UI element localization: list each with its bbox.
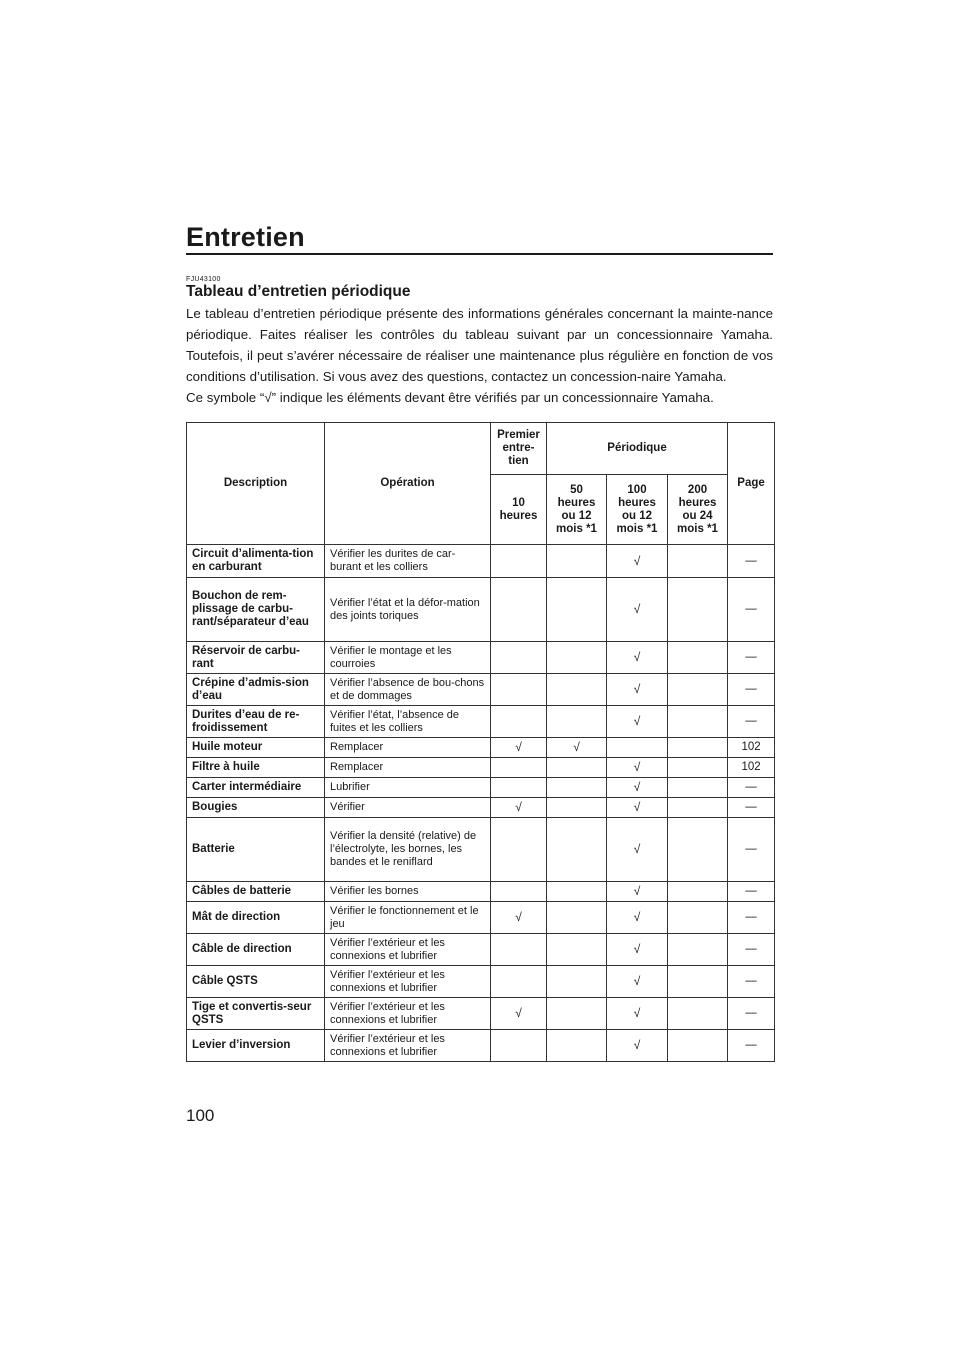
row-check-100h: √ <box>607 674 668 706</box>
header-periodic: Périodique <box>547 423 728 475</box>
table-row <box>187 578 775 642</box>
header-10h: 10 heures <box>491 475 547 545</box>
row-check-10h <box>491 545 547 578</box>
row-check-100h: √ <box>607 798 668 818</box>
row-description: Câble QSTS <box>187 966 325 998</box>
table-row <box>187 706 775 738</box>
row-page-ref: 102 <box>728 758 775 778</box>
row-description: Circuit d’alimenta-tion en carburant <box>187 545 325 578</box>
row-operation: Lubrifier <box>325 778 491 798</box>
row-page-ref: — <box>728 706 775 738</box>
row-operation: Vérifier l’extérieur et les connexions et lubrifier <box>325 1030 491 1062</box>
row-description: Mât de direction <box>187 902 325 934</box>
row-check-200h <box>668 642 728 674</box>
row-operation: Vérifier l’absence de bou-chons et de dommages <box>325 674 491 706</box>
table-row <box>187 778 775 798</box>
row-check-200h <box>668 778 728 798</box>
row-operation: Vérifier l’extérieur et les connexions et lubrifier <box>325 934 491 966</box>
row-description: Batterie <box>187 818 325 882</box>
intro-text <box>186 303 773 408</box>
row-operation: Vérifier la densité (relative) de l’électrolyte, les bornes, les bandes et le reniflard <box>325 818 491 882</box>
row-check-50h <box>547 966 607 998</box>
row-description: Huile moteur <box>187 738 325 758</box>
table-row <box>187 758 775 778</box>
table-body <box>187 545 775 1062</box>
row-check-50h <box>547 545 607 578</box>
row-check-10h <box>491 818 547 882</box>
row-check-100h: √ <box>607 706 668 738</box>
table-row <box>187 882 775 902</box>
row-check-100h: √ <box>607 966 668 998</box>
row-check-200h <box>668 902 728 934</box>
row-description: Carter intermédiaire <box>187 778 325 798</box>
header-50h: 50 heures ou 12 mois *1 <box>547 475 607 545</box>
row-check-50h <box>547 1030 607 1062</box>
row-check-50h <box>547 902 607 934</box>
table-row <box>187 642 775 674</box>
row-check-50h <box>547 758 607 778</box>
row-page-ref: — <box>728 902 775 934</box>
row-check-200h <box>668 706 728 738</box>
row-check-50h <box>547 934 607 966</box>
row-check-10h <box>491 1030 547 1062</box>
row-description: Réservoir de carbu-rant <box>187 642 325 674</box>
row-check-10h: √ <box>491 798 547 818</box>
row-check-100h <box>607 738 668 758</box>
row-description: Filtre à huile <box>187 758 325 778</box>
row-check-100h: √ <box>607 642 668 674</box>
row-check-10h: √ <box>491 998 547 1030</box>
row-check-200h <box>668 818 728 882</box>
intro-paragraph: Le tableau d’entretien périodique présente des informations générales concernant la mainte-nance périodique. Faites réaliser les contrôles du tableau suivant par un concessionnaire Yamaha. Toutefois, il peut s’avérer nécessaire de réaliser une maintenance plus régulière en fonction de vos conditions d’utilisation. Si vous avez des questions, contactez un concession-naire Yamaha. <box>186 306 773 384</box>
row-check-100h: √ <box>607 545 668 578</box>
row-check-50h <box>547 798 607 818</box>
chapter-divider <box>186 253 773 255</box>
row-check-50h <box>547 882 607 902</box>
row-check-10h: √ <box>491 902 547 934</box>
row-check-200h <box>668 934 728 966</box>
row-description: Tige et convertis-seur QSTS <box>187 998 325 1030</box>
row-operation: Vérifier l’extérieur et les connexions et lubrifier <box>325 998 491 1030</box>
row-check-50h <box>547 674 607 706</box>
row-operation: Vérifier l’état, l’absence de fuites et les colliers <box>325 706 491 738</box>
row-page-ref: — <box>728 934 775 966</box>
table-row <box>187 798 775 818</box>
row-check-200h <box>668 545 728 578</box>
row-page-ref: — <box>728 545 775 578</box>
row-check-100h: √ <box>607 902 668 934</box>
row-page-ref: — <box>728 1030 775 1062</box>
row-check-50h <box>547 998 607 1030</box>
chapter-title: Entretien <box>186 222 305 252</box>
table-row <box>187 1030 775 1062</box>
section-title: Tableau d’entretien périodique <box>186 283 411 300</box>
row-check-200h <box>668 998 728 1030</box>
row-check-200h <box>668 966 728 998</box>
reference-code: FJU43100 <box>186 276 221 283</box>
row-check-100h: √ <box>607 758 668 778</box>
row-description: Bougies <box>187 798 325 818</box>
row-check-200h <box>668 578 728 642</box>
row-check-200h <box>668 798 728 818</box>
row-operation: Vérifier le montage et les courroies <box>325 642 491 674</box>
row-operation: Remplacer <box>325 738 491 758</box>
row-check-10h <box>491 966 547 998</box>
row-check-10h <box>491 882 547 902</box>
row-page-ref: — <box>728 818 775 882</box>
symbol-note: Ce symbole “√” indique les éléments devant être vérifiés par un concessionnaire Yamaha. <box>186 390 714 405</box>
row-description: Durites d’eau de re-froidissement <box>187 706 325 738</box>
row-check-100h: √ <box>607 998 668 1030</box>
row-page-ref: — <box>728 882 775 902</box>
row-check-50h: √ <box>547 738 607 758</box>
table-row <box>187 998 775 1030</box>
header-description: Description <box>187 423 325 545</box>
row-page-ref: — <box>728 778 775 798</box>
row-check-100h: √ <box>607 818 668 882</box>
row-check-10h: √ <box>491 738 547 758</box>
header-first-service: Premier entre-tien <box>491 423 547 475</box>
row-description: Crépine d’admis-sion d’eau <box>187 674 325 706</box>
row-operation: Vérifier les durites de car-burant et les colliers <box>325 545 491 578</box>
header-200h: 200 heures ou 24 mois *1 <box>668 475 728 545</box>
header-100h: 100 heures ou 12 mois *1 <box>607 475 668 545</box>
row-page-ref: — <box>728 578 775 642</box>
row-check-100h: √ <box>607 934 668 966</box>
row-page-ref: — <box>728 798 775 818</box>
table-row <box>187 674 775 706</box>
row-check-50h <box>547 642 607 674</box>
row-check-100h: √ <box>607 882 668 902</box>
table-row <box>187 902 775 934</box>
row-check-10h <box>491 674 547 706</box>
row-operation: Remplacer <box>325 758 491 778</box>
row-description: Bouchon de rem-plissage de carbu-rant/séparateur d’eau <box>187 578 325 642</box>
row-page-ref: — <box>728 966 775 998</box>
table-row <box>187 934 775 966</box>
row-check-50h <box>547 578 607 642</box>
table-row <box>187 818 775 882</box>
row-check-50h <box>547 818 607 882</box>
row-check-200h <box>668 1030 728 1062</box>
row-check-10h <box>491 758 547 778</box>
row-check-200h <box>668 674 728 706</box>
row-description: Levier d’inversion <box>187 1030 325 1062</box>
row-check-100h: √ <box>607 1030 668 1062</box>
row-operation: Vérifier l’extérieur et les connexions et lubrifier <box>325 966 491 998</box>
row-page-ref: — <box>728 642 775 674</box>
row-check-200h <box>668 758 728 778</box>
row-check-10h <box>491 578 547 642</box>
row-operation: Vérifier les bornes <box>325 882 491 902</box>
table-row <box>187 966 775 998</box>
page-number: 100 <box>186 1106 215 1125</box>
row-check-10h <box>491 706 547 738</box>
row-operation: Vérifier le fonctionnement et le jeu <box>325 902 491 934</box>
header-operation: Opération <box>325 423 491 545</box>
row-operation: Vérifier <box>325 798 491 818</box>
row-page-ref: — <box>728 674 775 706</box>
row-check-200h <box>668 738 728 758</box>
row-check-50h <box>547 706 607 738</box>
row-check-200h <box>668 882 728 902</box>
row-check-10h <box>491 934 547 966</box>
row-page-ref: 102 <box>728 738 775 758</box>
row-description: Câbles de batterie <box>187 882 325 902</box>
table-row <box>187 738 775 758</box>
table-row <box>187 545 775 578</box>
row-check-10h <box>491 778 547 798</box>
row-check-10h <box>491 642 547 674</box>
row-operation: Vérifier l’état et la défor-mation des joints toriques <box>325 578 491 642</box>
maintenance-table <box>186 422 775 1062</box>
row-page-ref: — <box>728 998 775 1030</box>
row-description: Câble de direction <box>187 934 325 966</box>
header-page: Page <box>728 423 775 545</box>
row-check-100h: √ <box>607 578 668 642</box>
row-check-100h: √ <box>607 778 668 798</box>
row-check-50h <box>547 778 607 798</box>
